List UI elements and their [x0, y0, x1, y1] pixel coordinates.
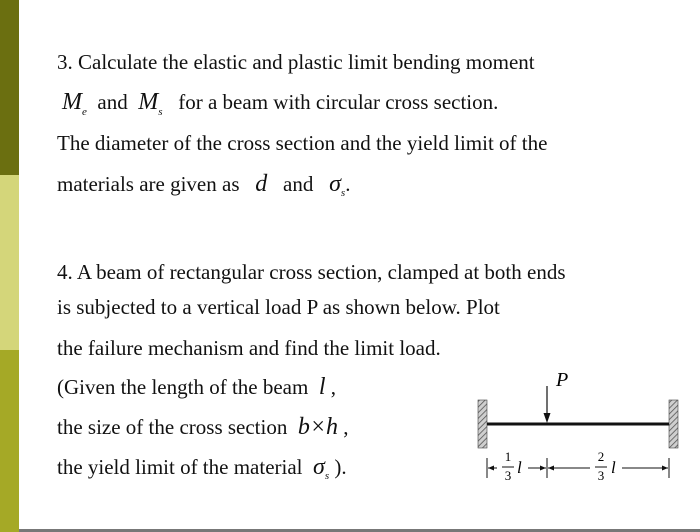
comma: ,	[343, 415, 349, 439]
load-label: P	[556, 369, 569, 391]
sigma-subscript: s	[340, 187, 346, 199]
problem4-line5	[57, 415, 349, 439]
period: .	[345, 172, 351, 196]
sigma-symbol: σ	[313, 454, 325, 480]
left-clamp-support	[478, 400, 487, 448]
problem4-line4-text: (Given the length of the beam	[57, 375, 309, 399]
and-word: and	[283, 172, 314, 196]
dim-arrow-right-start	[548, 466, 554, 471]
sigma-symbol: σ	[329, 171, 341, 197]
problem4-line5-text: the size of the cross section	[57, 415, 288, 439]
comma: ,	[330, 375, 337, 399]
moment-elastic-symbol: M	[62, 89, 82, 115]
problem3-line3: The diameter of the cross section and the yield limit of the	[57, 131, 548, 155]
dim-arrow-left-end	[540, 466, 546, 471]
right-clamp-support	[669, 400, 678, 448]
load-arrow-head	[544, 413, 551, 423]
moment-plastic-symbol: M	[138, 89, 159, 115]
dim-right-denominator: 3	[597, 468, 605, 483]
problem4-line6	[57, 454, 347, 482]
moment-elastic-subscript: e	[82, 106, 87, 118]
and-word: and	[97, 90, 128, 114]
problem3-line2	[62, 89, 499, 118]
dim-right-variable: l	[611, 458, 616, 477]
problem4-line4	[57, 375, 336, 399]
problem3-line4	[57, 171, 351, 199]
problem3-line4-text: materials are given as	[57, 172, 240, 196]
dim-left-denominator: 3	[504, 468, 512, 483]
moment-plastic-subscript: s	[158, 106, 163, 118]
problem3-line2-rest: for a beam with circular cross section.	[178, 90, 499, 114]
beam-figure	[468, 360, 688, 500]
problem3-line1: 3. Calculate the elastic and plastic limit bending moment	[57, 50, 535, 74]
length-symbol: l	[318, 374, 326, 400]
sidebar-segment-middle	[0, 175, 19, 350]
cross-section-size: b×h	[297, 414, 339, 440]
sidebar-accent	[0, 0, 19, 532]
problem4-line3: the failure mechanism and find the limit load.	[57, 336, 441, 360]
dim-left-variable: l	[517, 458, 522, 477]
problem4-line2: is subjected to a vertical load P as shown below. Plot	[57, 295, 500, 319]
sidebar-segment-bottom	[0, 350, 19, 532]
dim-right-numerator: 2	[597, 449, 605, 464]
dim-left-numerator: 1	[504, 449, 512, 464]
dim-arrow-left	[488, 466, 494, 471]
diameter-symbol: d	[255, 171, 268, 197]
sidebar-segment-top	[0, 0, 19, 175]
problem4-line1: 4. A beam of rectangular cross section, clamped at both ends	[57, 260, 566, 284]
sigma-subscript: s	[324, 470, 330, 482]
closing-paren: ).	[334, 455, 347, 479]
problem4-line6-text: the yield limit of the material	[57, 455, 303, 479]
dim-arrow-right-end	[662, 466, 668, 471]
